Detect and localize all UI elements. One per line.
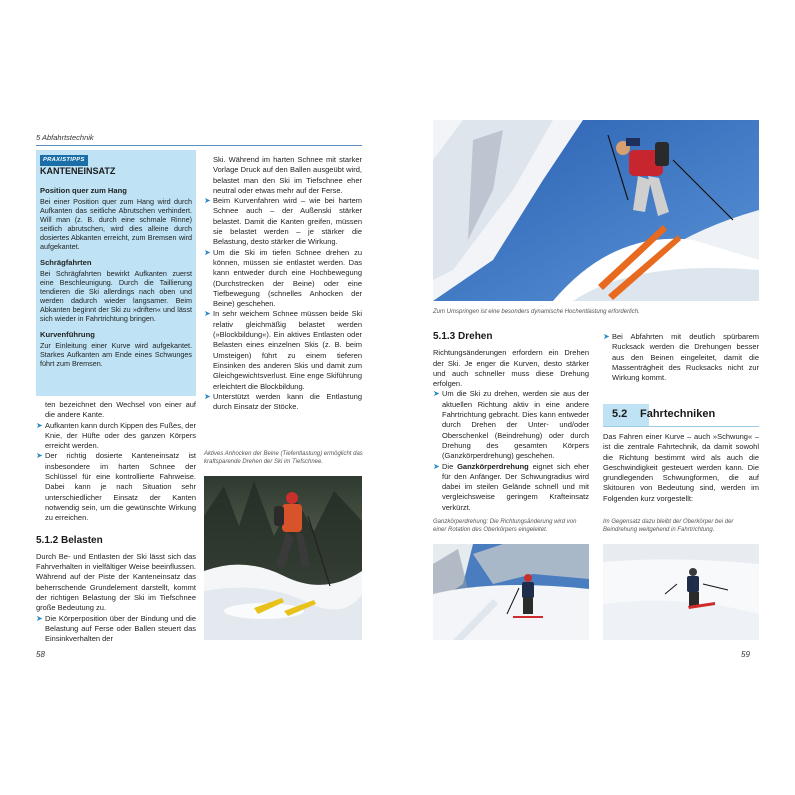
bullet-item: ➤ In sehr weichem Schnee müssen beide Ski relativ gleichmäßig belastet werden (»Blockbildung«). Ein aktives Entlasten oder Belasten eines einzelnen Skis (z. B. beim Umsteigen) führt zu einem tieferen Einsinken des anderen Skis und damit zum Gleichgewichtsverlust. Eine enge Skiführung erleichtert die Blockbildung. [204,309,362,391]
bullet-item: ➤ Um die Ski im tiefen Schnee drehen zu können, müssen sie entlastet werden. Das kann entweder durch eine Hochbewegung (Durchstrecken der Beine) oder eine Tiefbewegung (schnelles Anhocken der Beine) geschehen. [204,247,362,309]
arrow-bullet-icon: ➤ [433,389,440,399]
body-text: Durch Be- und Entlasten der Ski lässt sich das Fahrverhalten in vielfältiger Weise beeinflussen. Während auf der Piste der Kanteneinsatz das beherrschende Grundelement darstellt, kommt der richtigen Belastung der Ski im Tiefschnee große Bedeutung zu. [36,551,196,613]
bullet-item: ➤ Um die Ski zu drehen, werden sie aus der aktuellen Richtung aktiv in eine andere Fahrtrichtung gebracht. Dies kann entweder durch Drehen der Unter- und/oder Oberschenkel (Beindrehung) oder durch Drehung des gesamten Körpers (Ganzkörperdrehung) geschehen. [433,389,589,461]
right-page-left-column [433,332,589,513]
section-rule [603,426,759,427]
tip-text: Bei einer Position quer zum Hang wird durch Aufkanten das seitliche Abrutschen verhindert. Will man (z. B. durch eine schmale Rinne) seitlich abrutschen, wird dies alleine durch dosiertes Abkanten erreicht, zum Bremsen wird aufgekantet. [40,197,192,251]
photo-caption: Im Gegensatz dazu bleibt der Oberkörper bei der Beindrehung weitgehend in Fahrtrichtung. [603,519,734,533]
tip-text: Bei Schrägfahrten bewirkt Aufkanten zuerst eine Beschleunigung. Durch die Taillierung tendieren die Ski allerdings nach oben und werden dadurch wieder langsamer. Beim Abkanten beginnt der Ski zu »driften« und lässt sich wieder in Fahrtrichtung bringen. [40,269,192,323]
photo-caption: Ganzkörperdrehung: Die Richtungsänderung wird von einer Rotation des Oberkörpers eingeleitet. [433,519,577,533]
section-number: 5.2 [612,408,628,420]
tip-text: Zur Einleitung einer Kurve wird aufgekantet. Starkes Aufkanten am Ende eines Schwunges führt zum Bremsen. [40,341,192,368]
skier-deep-snow-photo [204,476,362,640]
bullet-item: ➤ Bei Abfahrten mit deutlich spürbarem Rucksack werden die Drehungen besser aus den Beinen eingeleitet, damit die Massenträgheit des Rucksacks nicht zur Wirkung kommt. [603,332,759,383]
page-number: 58 [36,650,45,659]
skier-leg-rotation-photo [603,544,759,640]
arrow-bullet-icon: ➤ [603,332,610,341]
running-head: 5 Abfahrtstechnik [36,133,94,142]
photo-caption: Aktives Anhocken der Beine (Tiefentlastung) ermöglicht das kraftsparende Drehen der Ski im Tiefschnee. [204,451,363,465]
bullet-item: ➤ Unterstützt werden kann die Entlastung durch Einsatz der Stöcke. [204,391,362,412]
tip-badge: PRAXISTIPPS [40,155,88,166]
bullet-item: ➤ Der richtig dosierte Kanteneinsatz ist insbesondere im harten Schnee der Schlüssel für eine kontrollierte Fahrweise. Dabei kann je nach Situation sehr unterschiedlicher Einsatz der Kanten notwendig sein, um die gewünschte Wirkung zu erreichen. [36,451,196,523]
tip-title: KANTENEINSATZ [40,166,116,176]
section-heading: Fahrtechniken [640,408,716,420]
arrow-bullet-icon: ➤ [36,451,43,461]
arrow-bullet-icon: ➤ [204,391,211,401]
bullet-item: ➤ Die Körperposition über der Bindung und die Belastung auf Ferse oder Ballen steuert das Einsinkverhalten der [36,613,196,644]
tip-subheading: Schrägfahrten [40,258,92,267]
section-52-text [603,432,759,504]
bullet-item: ➤ Aufkanten kann durch Kippen des Fußes, der Knie, der Hüfte oder des ganzen Körpers erreicht werden. [36,420,196,451]
arrow-bullet-icon: ➤ [36,613,43,623]
skier-jump-turn-photo [433,120,759,301]
body-text: Richtungsänderungen erfordern ein Drehen der Ski. Je enger die Kurven, desto stärker und auch schneller muss diese Drehung erfolgen. [433,348,589,389]
arrow-bullet-icon: ➤ [433,461,440,471]
page-number: 59 [741,650,750,659]
photo-caption: Zum Umspringen ist eine besonders dynamische Hochentlastung erforderlich. [433,309,640,315]
tip-subheading: Kurvenführung [40,330,95,339]
body-text: ten bezeichnet den Wechsel von einer auf die andere Kante. [45,400,196,420]
arrow-bullet-icon: ➤ [36,420,43,430]
arrow-bullet-icon: ➤ [204,309,211,319]
body-text: Das Fahren einer Kurve – auch »Schwung« – ist die zentrale Fahrtechnik, da damit sowohl die Richtung bestimmt wird als auch die Geschwindigkeit gesteuert werden kann. Die grundlegenden Schwungformen, die auf Skitouren von Bedeutung sind, werden im Folgenden kurz vorgestellt: [603,432,759,503]
section-heading: 5.1.3 Drehen [433,331,493,342]
right-page-right-column [603,332,759,383]
arrow-bullet-icon: ➤ [204,196,211,206]
tip-subheading: Position quer zum Hang [40,186,127,195]
bold-term: Ganzkörperdrehung [457,461,529,471]
bullet-item: ➤ Die Ganzkörperdrehung eignet sich eher für den Anfänger. Der Schwungradius wird dabei im steilen Gelände schnell und mit vergleichsweise geringem Krafteinsatz verkürzt. [433,461,589,512]
body-text: Ski. Während im harten Schnee mit starker Vorlage Druck auf den Ballen ausgeübt wird, belastet man den Ski im Tiefschnee eher neutral oder etwas mehr auf der Ferse. [213,155,362,195]
tip-box [36,150,196,396]
header-rule [36,145,362,146]
left-column-lower [36,400,196,645]
section-heading: 5.1.2 Belasten [36,534,103,546]
arrow-bullet-icon: ➤ [204,247,211,257]
right-column-left-page [204,155,362,412]
skier-body-rotation-photo [433,544,589,640]
bullet-item: ➤ Beim Kurvenfahren wird – wie bei hartem Schnee auch – der Außenski stärker belastet. Damit die Kanten greifen, müssen sie belastet werden – je stärker die Belastung, desto stärker die Wirkung. [204,196,362,247]
